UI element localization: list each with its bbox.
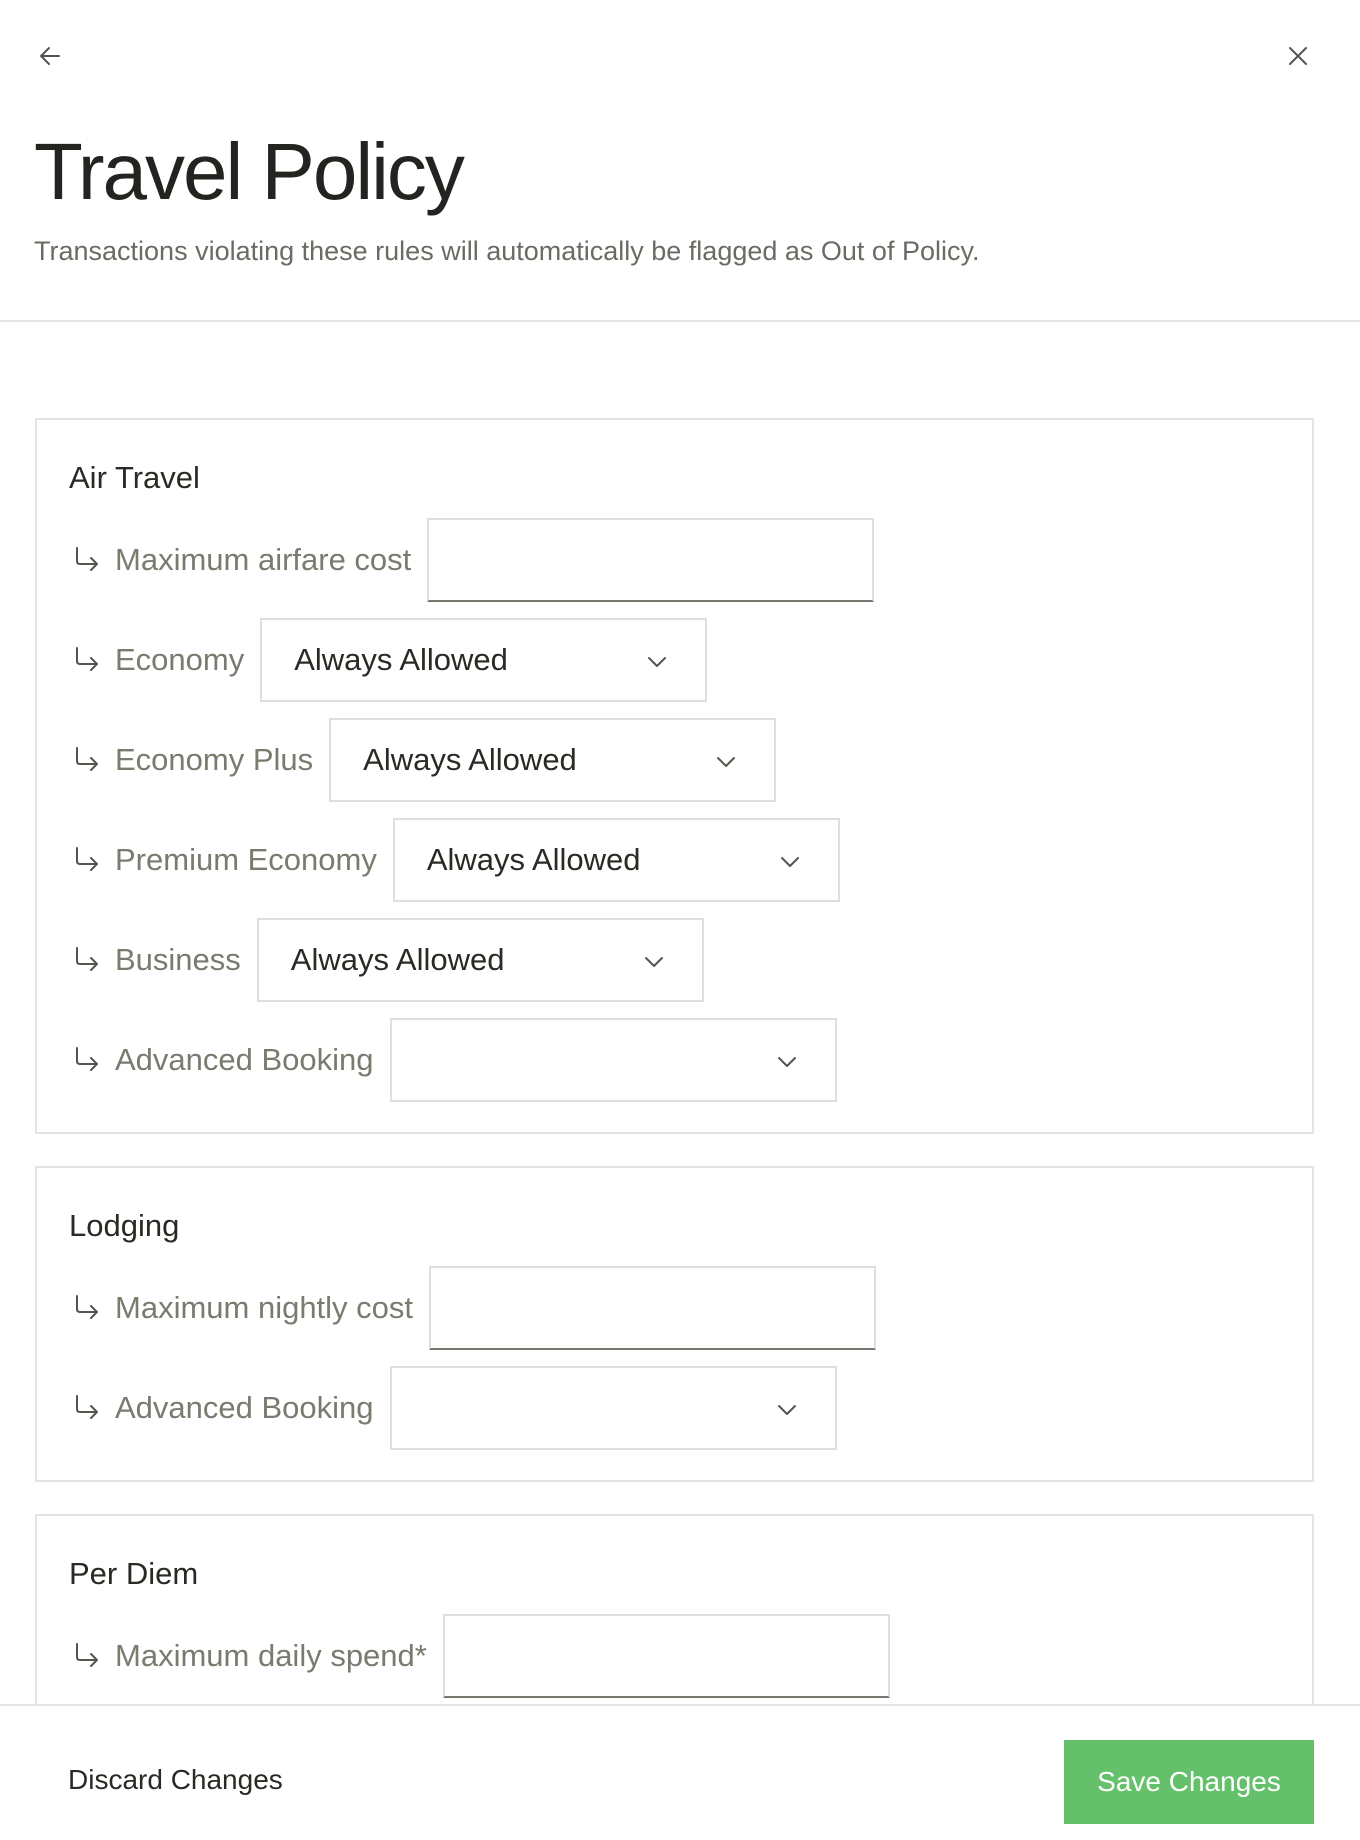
row-max-daily [69, 1614, 890, 1698]
economy-select[interactable] [260, 618, 707, 702]
chevron-down-icon [773, 1396, 801, 1424]
business-select-value: Always Allowed [290, 942, 505, 977]
back-button[interactable] [28, 34, 72, 78]
sub-item-arrow-icon [69, 842, 105, 878]
air-travel-section [35, 418, 1314, 1134]
sub-item-arrow-icon [69, 1638, 105, 1674]
lodging-section [35, 1166, 1314, 1482]
premium-economy-select-value: Always Allowed [426, 842, 641, 877]
chevron-down-icon [640, 948, 668, 976]
economy-select-value: Always Allowed [294, 642, 508, 677]
sub-item-arrow-icon [69, 542, 105, 578]
lodging-advanced-booking-label: Advanced Booking [115, 1390, 374, 1425]
economy-plus-select[interactable] [329, 718, 776, 802]
row-max-nightly [69, 1266, 876, 1350]
save-changes-button[interactable]: Save Changes [1064, 1740, 1314, 1824]
close-icon [1286, 44, 1310, 68]
row-economy-plus [69, 718, 776, 802]
sub-item-arrow-icon [69, 1042, 105, 1078]
sub-item-arrow-icon [69, 1290, 105, 1326]
chevron-down-icon [776, 848, 804, 876]
max-airfare-input[interactable] [427, 518, 874, 602]
chevron-down-icon [643, 648, 671, 676]
business-label: Business [115, 942, 241, 977]
header-divider [0, 320, 1360, 322]
air-advanced-booking-label: Advanced Booking [115, 1042, 374, 1077]
sub-item-arrow-icon [69, 1390, 105, 1426]
max-nightly-label: Maximum nightly cost [115, 1290, 414, 1325]
economy-plus-select-value: Always Allowed [363, 742, 577, 777]
economy-plus-label: Economy Plus [115, 742, 314, 777]
economy-label: Economy [115, 642, 245, 677]
sub-item-arrow-icon [69, 942, 105, 978]
chevron-down-icon [712, 748, 740, 776]
page-subtitle: Transactions violating these rules will automatically be flagged as Out of Policy. [34, 236, 980, 266]
section-title-lodging: Lodging [69, 1208, 180, 1243]
air-advanced-booking-select[interactable] [390, 1018, 837, 1102]
max-daily-label: Maximum daily spend* [115, 1638, 427, 1673]
close-button[interactable] [1276, 34, 1320, 78]
max-nightly-input[interactable] [429, 1266, 876, 1350]
row-lodging-advanced-booking [69, 1366, 837, 1450]
discard-changes-button[interactable]: Discard Changes [68, 1764, 283, 1795]
sub-item-arrow-icon [69, 742, 105, 778]
sub-item-arrow-icon [69, 642, 105, 678]
premium-economy-label: Premium Economy [115, 842, 377, 877]
max-daily-input[interactable] [443, 1614, 890, 1698]
premium-economy-select[interactable] [393, 818, 840, 902]
row-max-airfare [69, 518, 874, 602]
business-select[interactable] [257, 918, 704, 1002]
row-premium-economy [69, 818, 840, 902]
chevron-down-icon [773, 1048, 801, 1076]
row-business [69, 918, 704, 1002]
lodging-advanced-booking-select[interactable] [390, 1366, 837, 1450]
row-air-advanced-booking [69, 1018, 837, 1102]
row-economy [69, 618, 707, 702]
arrow-left-icon [37, 43, 63, 69]
section-title-air-travel: Air Travel [69, 460, 200, 495]
top-bar [0, 0, 1360, 110]
footer-bar [0, 1704, 1360, 1840]
section-title-per-diem: Per Diem [69, 1556, 199, 1591]
max-airfare-label: Maximum airfare cost [115, 542, 412, 577]
page-title: Travel Policy [34, 127, 463, 216]
